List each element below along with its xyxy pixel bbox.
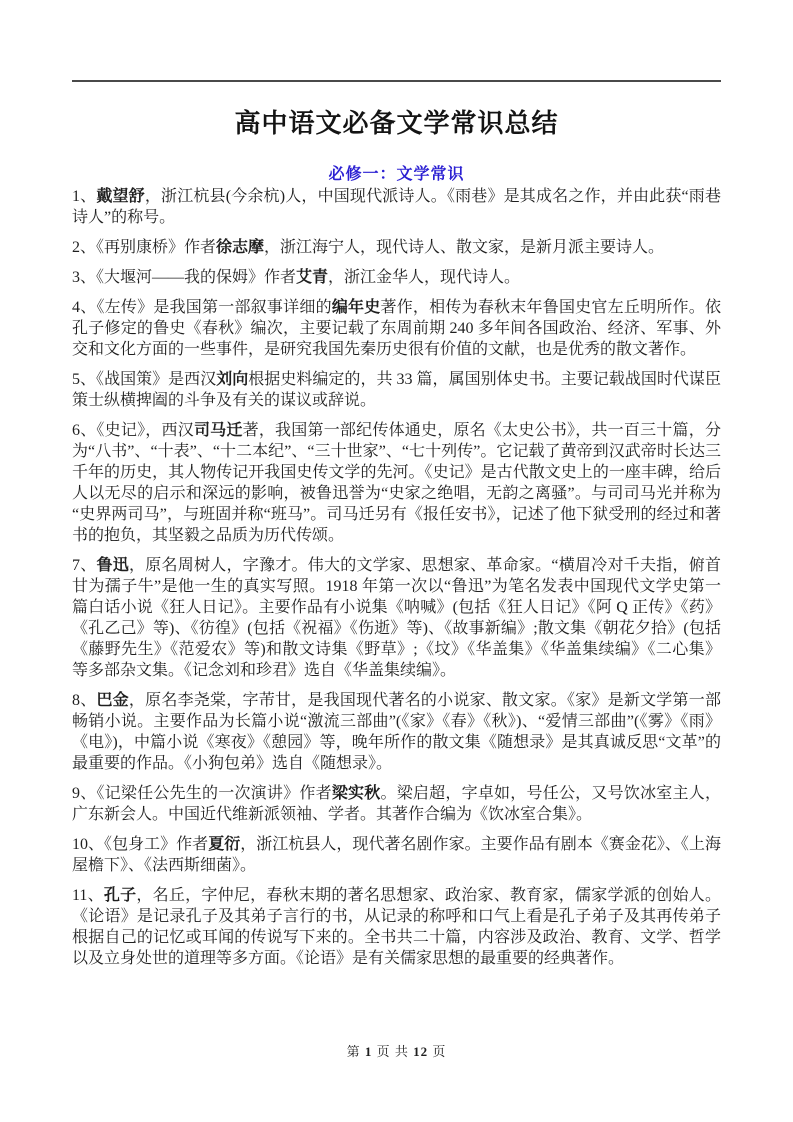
text-run: 9、《记梁任公先生的一次演讲》作者 [72, 785, 332, 802]
paragraph-10 [72, 834, 721, 876]
text-run: 5、《战国策》是西汉 [72, 371, 217, 388]
text-run: ，原名周树人，字豫才。伟大的文学家、思想家、革命家。“横眉冷对千夫指，俯首甘为孺子牛”是他一生的真实写照。1918 年第一次以“鲁迅”为笔名发表中国现代文学史第一篇白话小说《狂人日记》。主要作品有小说集《呐喊》(包括《狂人日记》《阿 Q 正传》《药》《孔乙己》等)、《彷徨》(包括《祝福》《伤逝》等)、《故事新编》;散文集《朝花夕拾》(包括《藤野先生》《范爱农》等)和散文诗集《野草》;《坟》《华盖集》《华盖集续编》《二心集》等多部杂文集。《记念刘和珍君》选自《华盖集续编》。 [72, 557, 721, 679]
paragraph-5 [72, 369, 721, 411]
paragraph-4 [72, 297, 721, 360]
text-run: 1、 [72, 188, 97, 205]
text-run: ，原名李尧棠，字芾甘，是我国现代著名的小说家、散文家。《家》是新文学第一部畅销小说。主要作品为长篇小说“激流三部曲”(《家》《春》《秋》)、“爱情三部曲”(《雾》《雨》《电》)，中篇小说《寒夜》《憩园》等，晚年所作的散文集《随想录》是其真诚反思“文革”的最重要的作品。《小狗包弟》选自《随想录》。 [72, 692, 721, 772]
paragraph-3 [72, 267, 721, 288]
text-run: ，浙江杭县人，现代著名剧作家。主要作品有剧本《赛金花》、《上海屋檐下》、《法西斯细菌》。 [72, 836, 721, 874]
paragraph-7 [72, 555, 721, 681]
paragraph-6 [72, 420, 721, 546]
document-title: 高中语文必备文学常识总结 [234, 109, 559, 138]
bold-term: 12 [413, 1044, 429, 1059]
paragraph-1 [72, 186, 721, 228]
text-run: 著作，相传为春秋末年鲁国史官左丘明所作。依孔子修定的鲁史《春秋》编次，主要记载了东周前期 240 多年间各国政治、经济、军事、外交和文化方面的一些事件，是研究我国先秦历史很有价值的文献，也是优秀的散文著作。 [72, 299, 721, 358]
bold-term: 刘向 [216, 371, 249, 388]
text-run: 著，我国第一部纪传体通史，原名《太史公书》，共一百三十篇，分为“八书”、“十表”、“十二本纪”、“三十世家”、“七十列传”。它记载了黄帝到汉武帝时长达三千年的历史，其人物传记开我国史传文学的先河。《史记》是古代散文史上的一座丰碑，给后人以无尽的启示和深远的影响，被鲁迅誉为“史家之绝唱，无韵之离骚”。与司司马光并称为“史界两司马”，与班固并称“班马”。司马迁另有《报任安书》，记述了他下狱受刑的经过和著书的抱负，其坚毅之品质为历代传颂。 [72, 422, 721, 544]
text-run: ，浙江杭县(今余杭)人，中国现代派诗人。《雨巷》是其成名之作，并由此获“雨巷诗人”的称号。 [72, 188, 721, 226]
paragraph-2 [72, 237, 721, 258]
text-run: 根据史料编定的，共 33 篇，属国别体史书。主要记载战国时代谋臣策士纵横捭阖的斗争及有关的谋议或辞说。 [72, 371, 721, 409]
text-run: ，浙江金华人，现代诗人。 [328, 269, 521, 286]
paragraph-11 [72, 885, 721, 969]
bold-term: 艾青 [296, 269, 329, 286]
text-run: 页 [428, 1044, 447, 1059]
bold-term: 司马迁 [193, 422, 243, 439]
text-run: 8、 [72, 692, 97, 709]
bold-term: 鲁迅 [96, 557, 129, 574]
bold-term: 1 [364, 1044, 373, 1059]
bold-term: 夏衍 [208, 836, 241, 853]
text-run: 7、 [72, 557, 97, 574]
text-run: 6、《史记》，西汉 [72, 422, 194, 439]
header-rule [72, 80, 721, 82]
bold-term: 编年史 [331, 299, 381, 316]
text-run: 4、《左传》是我国第一部叙事详细的 [72, 299, 332, 316]
bold-term: 孔子 [103, 887, 137, 904]
bold-term: 梁实秋 [331, 785, 381, 802]
paragraph-8 [72, 690, 721, 774]
text-run: 页 共 [372, 1044, 414, 1059]
text-run: ，浙江海宁人，现代诗人、散文家，是新月派主要诗人。 [264, 239, 665, 256]
text-run: 第 [346, 1044, 365, 1059]
bold-term: 巴金 [96, 692, 129, 709]
section-heading: 必修一：文学常识 [328, 166, 465, 183]
bold-term: 戴望舒 [96, 188, 145, 205]
text-run: 10、《包身工》作者 [72, 836, 209, 853]
text-run: 2、《再别康桥》作者 [72, 239, 217, 256]
text-run: 。梁启超，字卓如，号任公，又号饮冰室主人，广东新会人。中国近代维新派领袖、学者。其著作合编为《饮冰室合集》。 [72, 785, 721, 823]
text-run: ，名丘，字仲尼，春秋末期的著名思想家、政治家、教育家，儒家学派的创始人。《论语》是记录孔子及其弟子言行的书，从记录的称呼和口气上看是孔子弟子及其再传弟子根据自己的记忆或耳闻的传说写下来的。全书共二十篇，内容涉及政治、教育、文学、哲学以及立身处世的道理等多方面。《论语》是有关儒家思想的最重要的经典著作。 [72, 887, 721, 967]
bold-term: 徐志摩 [216, 239, 265, 256]
page-footer [0, 1041, 793, 1060]
text-run: 3、《大堰河——我的保姆》作者 [72, 269, 297, 286]
paragraph-list [72, 186, 721, 978]
paragraph-9 [72, 783, 721, 825]
text-run: 11、 [72, 887, 104, 904]
